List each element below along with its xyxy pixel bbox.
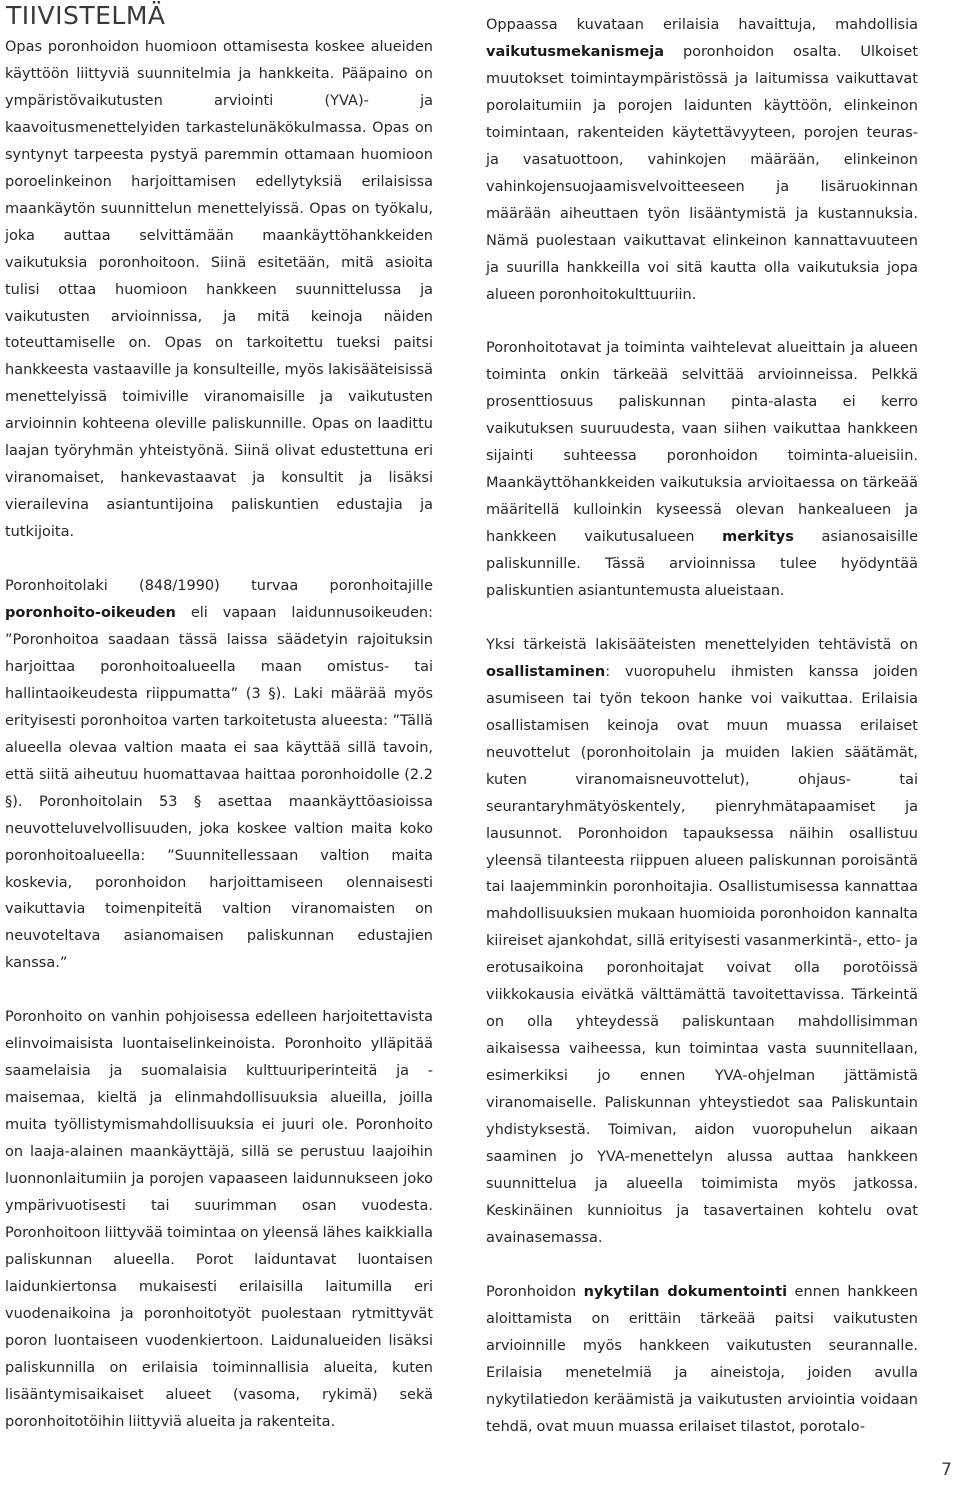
text-run: ennen hankkeen aloittamista on erittäin tärkeää paitsi vaikutusten arvioinnille myös hankkeen vaikutusten seurannalle. Erilaisia menetelmiä ja aineistoja, joiden avulla nykytilatiedon keräämistä ja vaikutusten arviointia voidaan tehdä, ovat muun muassa erilaiset tilastot, porotalo- [486,1283,918,1435]
right-column [486,12,918,1467]
text-run: Poronhoitolaki (848/1990) turvaa poronhoitajille [5,578,433,595]
text-run: Yksi tärkeistä lakisääteisten menettelyiden tehtävistä on [486,636,918,653]
bold-term: poronhoito-oikeuden [5,605,176,621]
paragraph-reindeer-law [5,573,433,977]
paragraph-intro: Opas poronhoidon huomioon ottamisesta koskee alueiden käyttöön liittyviä suunnitelmia ja hankkeita. Pääpaino on ympäristövaikutusten arviointi (YVA)- ja kaavoitusmenettelyiden tarkastelunäkökulmassa. Opas on syntynyt tarpeesta pystyä paremmin ottamaan huomioon poroelinkeinon harjoittamisen edellytyksiä erilaisissa maankäytön suunnittelun menettelyissä. Opas on työkalu, joka auttaa selvittämään maankäyttöhankkeiden vaikutuksia poronhoitoon. Siinä esitetään, mitä asioita tulisi ottaa huomioon hankkeen suunnittelussa ja vaikutusten arvioinnissa, ja mitä keinoja näiden toteuttamiselle on. Opas on tarkoitettu tueksi paitsi hankkeesta vastaaville ja konsulteille, myös lakisääteisissä menettelyissä toimiville viranomaisille ja vaikutusten arvioinnin kohteena oleville paliskunnille. Opas on laadittu laajan työryhmän yhteistyönä. Siinä olivat edustettuna eri viranomaiset, hankevastaavat ja konsultit ja lisäksi vierailevina asiantuntijoina paliskuntien edustajia ja tutkijoita. [5,39,433,541]
text-run: : vuoropuhelu ihmisten kanssa joiden asumiseen tai työn tekoon hanke voi vaikuttaa. Erilaisia osallistamisen keinoja ovat muun muassa erilaiset neuvottelut (poronhoitolain ja muiden lakien säätämät, kuten viranomaisneuvottelut), ohjaus- tai seurantaryhmätyöskentely, pienryhmätapaamiset ja lausunnot. Poronhoidon tapauksessa näihin osallistuu yleensä tilanteesta riippuen alueen paliskunnan poroisäntä tai laajemminkin poronhoitajia. Osallistumisessa kannattaa mahdollisuuksien mukaan huomioida poronhoidon kannalta kiireiset ajankohdat, sillä erityisesti vasanmerkintä-, etto- ja erotusaikoina poronhoitajat voivat olla porotöissä viikkokausia eivätkä välttämättä tavoitettavissa. Tärkeintä on olla yhteydessä paliskuntaan mahdollisimman aikaisessa vaiheessa, kun toimintaa vasta suunnitellaan, esimerkiksi jo ennen YVA-ohjelman jättämistä viranomaiselle. Paliskunnan yhteystiedot saa Paliskuntain yhdistyksestä. Toimivan, aidon vuoropuhelun aikaan saaminen jo YVA-menettelyn alussa auttaa hankkeen suunnittelua ja alueella toimimista myös jatkossa. Keskinäinen kunnioitus ja tasavertainen kohtelu ovat avainasemassa. [486,663,918,1246]
paragraph-documentation [486,1279,918,1441]
text-run: Poronhoitotavat ja toiminta vaihtelevat alueittain ja alueen toiminta onkin tärkeää selvittää arvioinneissa. Pelkkä prosenttiosuus paliskunnan pinta-alasta ei kerro vaikutuksen suuruudesta, vaan siihen vaikuttaa hankkeen sijainti suhteessa poronhoidon toiminta-alueisiin. Maankäyttöhankkeiden vaikutuksia arvioitaessa on tärkeää määritellä kulloinkin kyseessä olevan hankealueen ja hankkeen vaikutusalueen [486,340,918,546]
paragraph-regional-variation [486,335,918,605]
page-title: TIIVISTELMÄ [6,1,166,30]
bold-term: merkitys [722,529,794,546]
text-run: eli vapaan laidunnusoikeuden: ”Poronhoitoa saadaan tässä laissa säädetyin rajoituksin harjoittaa poronhoitoalueella maan omistus- tai hallintaoikeudesta riippumatta” (3 §). Laki määrää myös erityisesti poronhoitoa varten tarkoitetusta alueesta: ”Tällä alueella olevaa valtion maata ei saa käyttää sillä tavoin, että siitä aiheutuu huomattavaa haittaa poronhoidolle (2.2 §). Poronhoitolain 53 § asettaa maankäyttöasioissa neuvotteluvelvollisuuden, joka koskee valtion maita koko poronhoitoalueella: ”Suunnitellessaan valtion maita koskevia, poronhoidon harjoittamiseen olennaisesti vaikuttavia toimenpiteitä valtion viranomaisten on neuvoteltava asianomaisen paliskunnan edustajien kanssa.” [5,605,433,972]
bold-term: vaikutusmekanismeja [486,43,665,60]
text-run: Poronhoidon [486,1283,584,1300]
left-column [5,34,433,1462]
text-run: poronhoidon osalta. Ulkoiset muutokset toimintaympäristössä ja laitumissa vaikuttavat porolaitumiin ja porojen laidunten käyttöön, elinkeinon toimintaan, rakenteiden käytettävyyteen, porojen teuras- ja vasatuottoon, vahinkojen määrään, elinkeinon vahinkojensuojaamisvelvoitteeseen ja lisäruokinnan määrään aiheuttaen työn lisääntymistä ja kustannuksia. Nämä puolestaan vaikuttavat elinkeinon kannattavuuteen ja suurilla hankkeilla voi sitä kautta olla vaikutuksia jopa alueen poronhoitokulttuuriin. [486,43,918,303]
paragraph-participation [486,632,918,1252]
page-number: 7 [941,1460,952,1480]
text-run: asianosaisille paliskunnille. Tässä arvioinnissa tulee hyödyntää paliskuntien asiantuntemusta alueistaan. [486,529,918,599]
bold-term: nykytilan dokumentointi [583,1283,788,1300]
bold-term: osallistaminen [486,663,606,680]
text-run: Oppaassa kuvataan erilaisia havaittuja, mahdollisia [486,17,918,33]
paragraph-impact-mechanisms [486,12,918,308]
paragraph-reindeer-herding: Poronhoito on vanhin pohjoisessa edelleen harjoitettavista elinvoimaisista luontaiselinkeinoista. Poronhoito ylläpitää saamelaisia ja suomalaisia kulttuuriperinteitä ja -maisemaa, kieltä ja elinmahdollisuuksia alueilla, joilla muita työllistymismahdollisuuksia ei juuri ole. Poronhoito on laaja-alainen maankäyttäjä, sillä se perustuu laajoihin luonnonlaitumiin ja porojen vapaaseen laidunnukseen joko ympärivuotisesti tai suurimman osan vuodesta. Poronhoitoon liittyvää toimintaa on yleensä lähes kaikkialla paliskunnan alueella. Porot laiduntavat luontaisen laidunkiertonsa mukaisesti erilaisilla laitumilla eri vuodenaikoina ja poronhoitotyöt puolestaan rytmittyvät poron luontaiseen vuodenkiertoon. Laidunalueiden lisäksi paliskunnilla on erilaisia toiminnallisia alueita, kuten lisääntymisaikaiset alueet (vasoma, rykimä) sekä poronhoitotöihin liittyviä alueita ja rakenteita. [5,1009,433,1430]
